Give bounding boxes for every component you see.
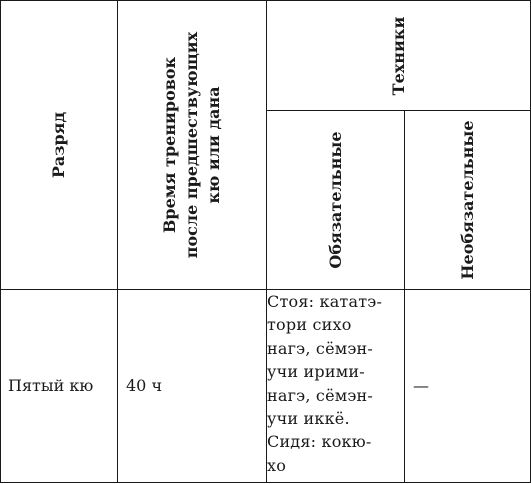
header-techniques <box>267 1 531 111</box>
table-row <box>1 290 531 483</box>
header-mandatory-label: Обязательные <box>325 131 345 269</box>
header-optional-label: Необязательные <box>457 120 477 280</box>
header-training-time <box>118 1 267 290</box>
header-training-time-label: Время тренировок после предшествующих кю или дана <box>160 31 223 259</box>
header-rank-label: Разряд <box>49 111 68 179</box>
header-techniques-label: Техники <box>388 16 408 95</box>
rank-cell: Пятый кю <box>1 290 118 483</box>
header-optional <box>405 111 531 290</box>
optional-techniques-cell: — <box>405 290 531 483</box>
header-rank <box>1 1 118 290</box>
time-cell: 40 ч <box>118 290 267 483</box>
header-mandatory <box>267 111 405 290</box>
mandatory-techniques-cell: Стоя: кататэ- тори сихо нагэ, сёмэн- учи ирими- нагэ, сёмэн- учи иккё. Сидя: кокю- хо <box>267 290 405 483</box>
